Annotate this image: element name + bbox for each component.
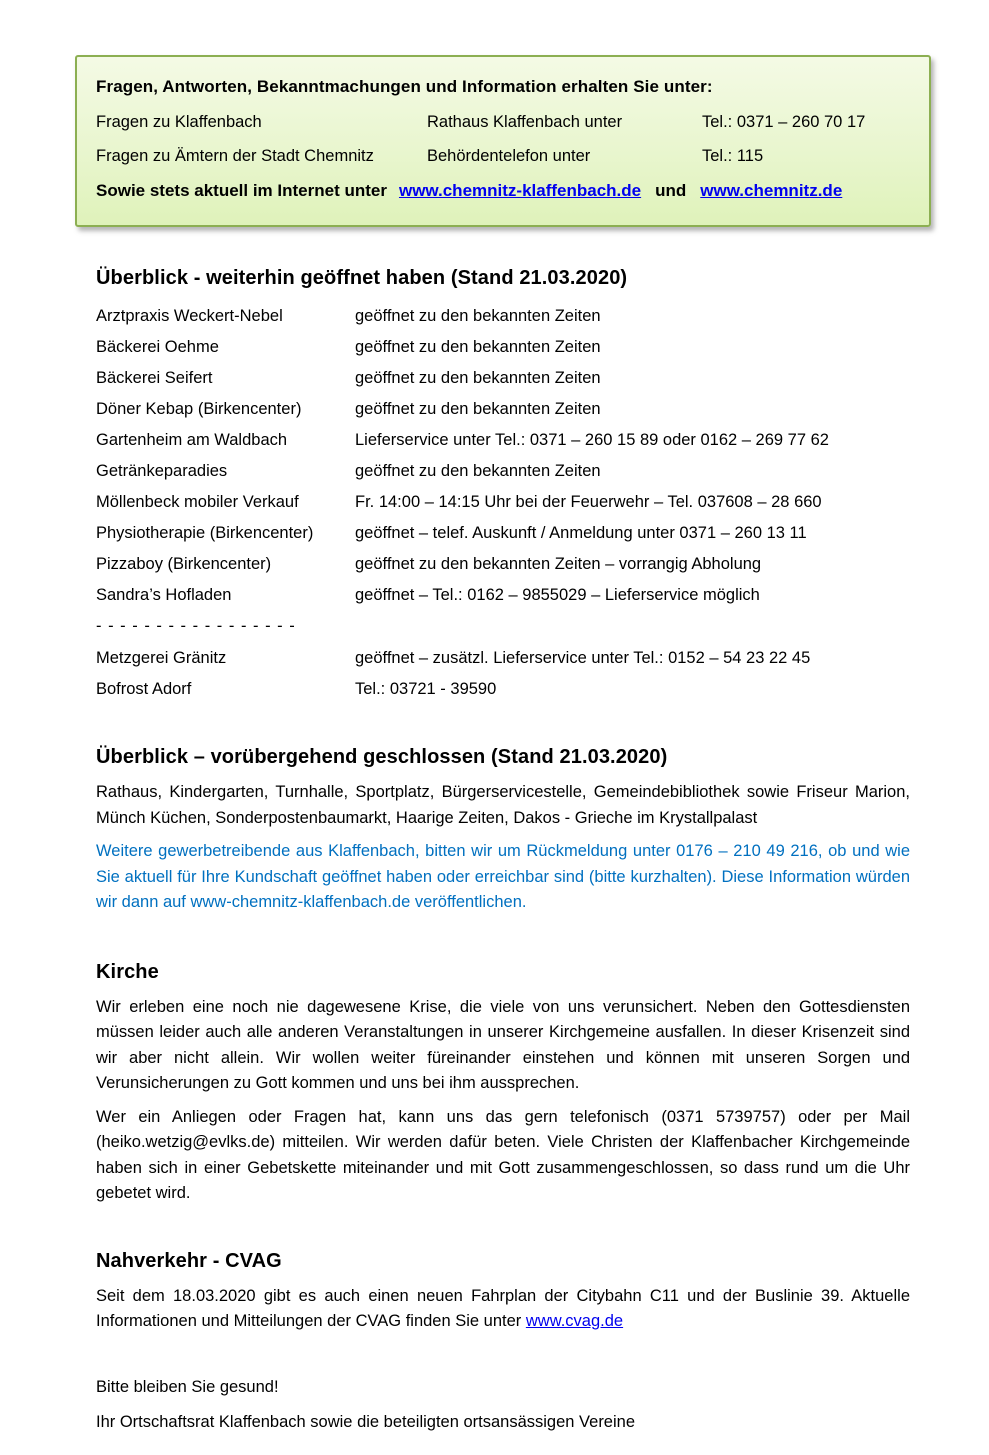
closed-list-paragraph: Rathaus, Kindergarten, Turnhalle, Sportplatz, Bürgerservicestelle, Gemeindebibliothek sowie Friseur Marion, Münch Küchen, Sonderpostenbaumarkt, Haarige Zeiten, Dakos - Grieche im Krystallpalast [96, 783, 910, 827]
business-name: Bofrost Adorf [96, 680, 192, 698]
heading-kirche: Kirche [96, 960, 159, 983]
list-item [96, 680, 910, 699]
info-row-klaffenbach [96, 113, 909, 132]
internet-line [96, 181, 909, 201]
list-item [96, 524, 910, 543]
list-item [96, 431, 910, 450]
business-name: Gartenheim am Waldbach [96, 431, 288, 449]
business-status: geöffnet – zusätzl. Lieferservice unter Tel.: 0152 – 54 23 22 45 [355, 649, 811, 667]
list-item [96, 493, 910, 512]
link-chemnitz[interactable]: www.chemnitz.de [700, 181, 843, 200]
nahverkehr-paragraph [96, 1284, 910, 1335]
list-item [96, 338, 910, 357]
link-chemnitz-klaffenbach[interactable]: www.chemnitz-klaffenbach.de [398, 181, 642, 200]
business-status: geöffnet zu den bekannten Zeiten [355, 462, 601, 480]
list-item [96, 586, 910, 605]
business-status: Fr. 14:00 – 14:15 Uhr bei der Feuerwehr – Tel. 037608 – 28 660 [355, 493, 822, 511]
footer-stay-healthy: Bitte bleiben Sie gesund! [96, 1377, 279, 1396]
feedback-notice-paragraph: Weitere gewerbetreibende aus Klaffenbach, bitten wir um Rückmeldung unter 0176 – 210 49 216, ob und wie Sie aktuell für Ihre Kundschaft geöffnet haben oder erreichbar sind (bitte kurzhalten). Diese Information würden wir dann auf www-chemnitz-klaffenbach.de veröffentlichen. [96, 842, 910, 911]
business-status: Lieferservice unter Tel.: 0371 – 260 15 89 oder 0162 – 269 77 62 [355, 431, 829, 449]
business-status: geöffnet zu den bekannten Zeiten [355, 369, 601, 387]
info-box-title: Fragen, Antworten, Bekanntmachungen und Information erhalten Sie unter: [96, 77, 713, 96]
info-row-middle: Behördentelefon unter [427, 147, 591, 165]
info-row-phone: Tel.: 115 [702, 147, 764, 165]
business-name: Pizzaboy (Birkencenter) [96, 555, 272, 573]
info-row-phone: Tel.: 0371 – 260 70 17 [702, 113, 866, 131]
info-row-aemter [96, 147, 909, 166]
business-status: geöffnet – Tel.: 0162 – 9855029 – Lieferservice möglich [355, 586, 760, 604]
nahverkehr-text: Seit dem 18.03.2020 gibt es auch einen neuen Fahrplan der Citybahn C11 und der Buslinie 39. Aktuelle Informationen und Mitteilungen der CVAG finden Sie unter [96, 1286, 910, 1330]
business-status: geöffnet – telef. Auskunft / Anmeldung unter 0371 – 260 13 11 [355, 524, 807, 542]
newsletter-page [0, 55, 989, 1455]
internet-line-conjunction: und [655, 181, 687, 200]
list-item [96, 555, 910, 574]
info-box [75, 55, 931, 227]
business-name: Physiotherapie (Birkencenter) [96, 524, 314, 542]
business-name: Döner Kebap (Birkencenter) [96, 400, 302, 418]
list-item [96, 307, 910, 326]
business-status: geöffnet zu den bekannten Zeiten [355, 400, 601, 418]
footer-signature: Ihr Ortschaftsrat Klaffenbach sowie die beteiligten ortsansässigen Vereine [96, 1412, 636, 1431]
business-name: Arztpraxis Weckert-Nebel [96, 307, 283, 325]
business-name: Bäckerei Oehme [96, 338, 219, 356]
list-item [96, 400, 910, 419]
business-status: geöffnet zu den bekannten Zeiten [355, 338, 601, 356]
business-status: geöffnet zu den bekannten Zeiten – vorrangig Abholung [355, 555, 762, 573]
business-name: Getränkeparadies [96, 462, 228, 480]
internet-line-prefix: Sowie stets aktuell im Internet unter [96, 181, 387, 200]
list-item [96, 462, 910, 481]
main-content [96, 266, 910, 1432]
info-row-middle: Rathaus Klaffenbach unter [427, 113, 623, 131]
info-row-label: Fragen zu Ämtern der Stadt Chemnitz [96, 147, 374, 165]
business-name: Metzgerei Gränitz [96, 649, 227, 667]
business-status: Tel.: 03721 - 39590 [355, 680, 497, 698]
business-status: geöffnet zu den bekannten Zeiten [355, 307, 601, 325]
link-cvag[interactable]: www.cvag.de [525, 1312, 624, 1330]
heading-nahverkehr: Nahverkehr - CVAG [96, 1249, 282, 1272]
dashed-separator: - - - - - - - - - - - - - - - - - [96, 617, 296, 635]
list-item [96, 649, 910, 668]
business-name: Bäckerei Seifert [96, 369, 213, 387]
heading-open-overview: Überblick - weiterhin geöffnet haben (Stand 21.03.2020) [96, 267, 628, 289]
business-name: Sandra’s Hofladen [96, 586, 232, 604]
kirche-paragraph-1: Wir erleben eine noch nie dagewesene Krise, die viele von uns verunsichert. Neben den Gottesdiensten müssen leider auch alle anderen Veranstaltungen in unserer Kirchgemeine ausfallen. In dieser Krisenzeit sind wir aber nicht allein. Wir wollen weiter füreinander einstehen und können mit unseren Sorgen und Verunsicherungen zu Gott kommen und uns bei ihm aussprechen. [96, 997, 910, 1092]
business-name: Möllenbeck mobiler Verkauf [96, 493, 299, 511]
open-list [96, 307, 910, 605]
list-item [96, 369, 910, 388]
info-row-label: Fragen zu Klaffenbach [96, 113, 262, 131]
kirche-paragraph-2: Wer ein Anliegen oder Fragen hat, kann uns das gern telefonisch (0371 5739757) oder per Mail (heiko.wetzig@evlks.de) mitteilen. Wir werden dafür beten. Viele Christen der Klaffenbacher Kirchgemeinde haben sich in einer Gebetskette miteinander und mit Gott zusammengeschlossen, so dass rund um die Uhr gebetet wird. [96, 1107, 910, 1202]
heading-closed-overview: Überblick – vorübergehend geschlossen (Stand 21.03.2020) [96, 746, 668, 768]
